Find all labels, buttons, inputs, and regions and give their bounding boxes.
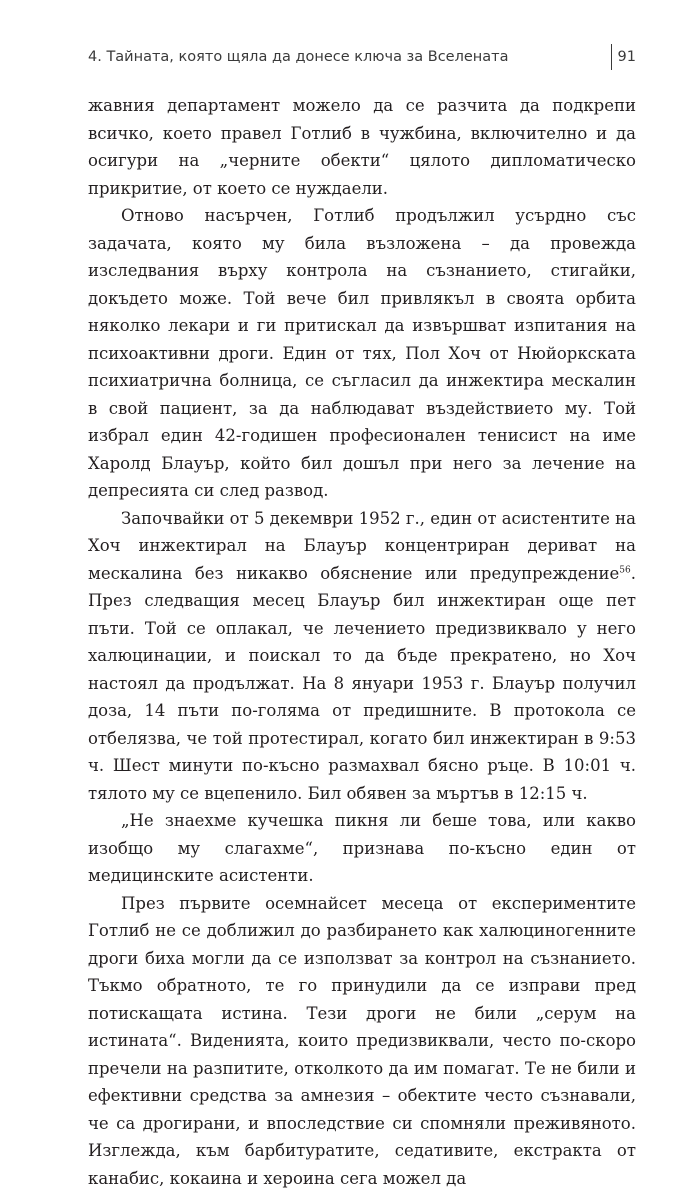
- footnote-marker: 56: [619, 565, 630, 575]
- paragraph-5: През първите осемнайсет месеца от експериментите Готлиб не се доближил до разбирането как халюциногенните дроги биха могли да се използват за контрол на съзнанието. Тъкмо обратното, те го принудили да се изправи пред потискащата истина. Тези дроги не били „серум на истината“. Виденията, които предизвиквали, често по-скоро пречели на разпитите, отколкото да им помагат. Те не били и ефективни средства за амнезия – обектите често съзнавали, че са дрогирани, и впоследствие си спомняли преживяното. Изглежда, към барбитуратите, седативите, екстракта от канабис, кокаина и хероина сега можел да: [88, 890, 636, 1192]
- paragraph-4: „Не знаехме кучешка пикня ли беше това, или какво изобщо му слагахме“, признава по-късно един от медицинските асистенти.: [88, 807, 636, 890]
- paragraph-3: [88, 505, 636, 808]
- paragraph-1: жавния департамент можело да се разчита да подкрепи всичко, което правел Готлиб в чужбина, включително и да осигури на „черните обекти“ цялото дипломатическо прикритие, от което се нуждаели.: [88, 92, 636, 202]
- chapter-title: 4. Тайната, която щяла да донесе ключа за Вселената: [88, 49, 509, 65]
- header-divider: [611, 44, 612, 70]
- paragraph-2: Отново насърчен, Готлиб продължил усърдно със задачата, която му била възложена – да провежда изследвания върху контрола на съзнанието, стигайки, докъдето може. Той вече бил привлякъл в своята орбита няколко лекари и ги притискал да извършват изпитания на психоактивни дроги. Един от тях, Пол Хоч от Нюйоркската психиатрична болница, се съгласил да инжектира мескалин в свой пациент, за да наблюдават въздействието му. Той избрал един 42-годишен професионален тенисист на име Харолд Блауър, който бил дошъл при него за лечение на депресията си след развод.: [88, 202, 636, 505]
- paragraph-3-text-before-note: Започвайки от 5 декември 1952 г., един от асистентите на Хоч инжектирал на Блауър концентриран дериват на мескалина без никакво обяснение или предупреждение: [88, 509, 636, 583]
- running-header: [88, 44, 636, 72]
- paragraph-3-text-after-note: . През следващия месец Блауър бил инжектиран още пет пъти. Той се оплакал, че лечението предизвиквало у него халюцинации, и поискал то да бъде прекратено, но Хоч настоял да продължат. На 8 януари 1953 г. Блауър получил доза, 14 пъти по-голяма от предишните. В протокола се отбелязва, че той протестирал, когато бил инжектиран в 9:53 ч. Шест минути по-късно размахвал бясно ръце. В 10:01 ч. тялото му се вцепенило. Бил обявен за мъртъв в 12:15 ч.: [88, 564, 636, 803]
- page-number: 91: [618, 49, 636, 65]
- body-text: [88, 92, 636, 1192]
